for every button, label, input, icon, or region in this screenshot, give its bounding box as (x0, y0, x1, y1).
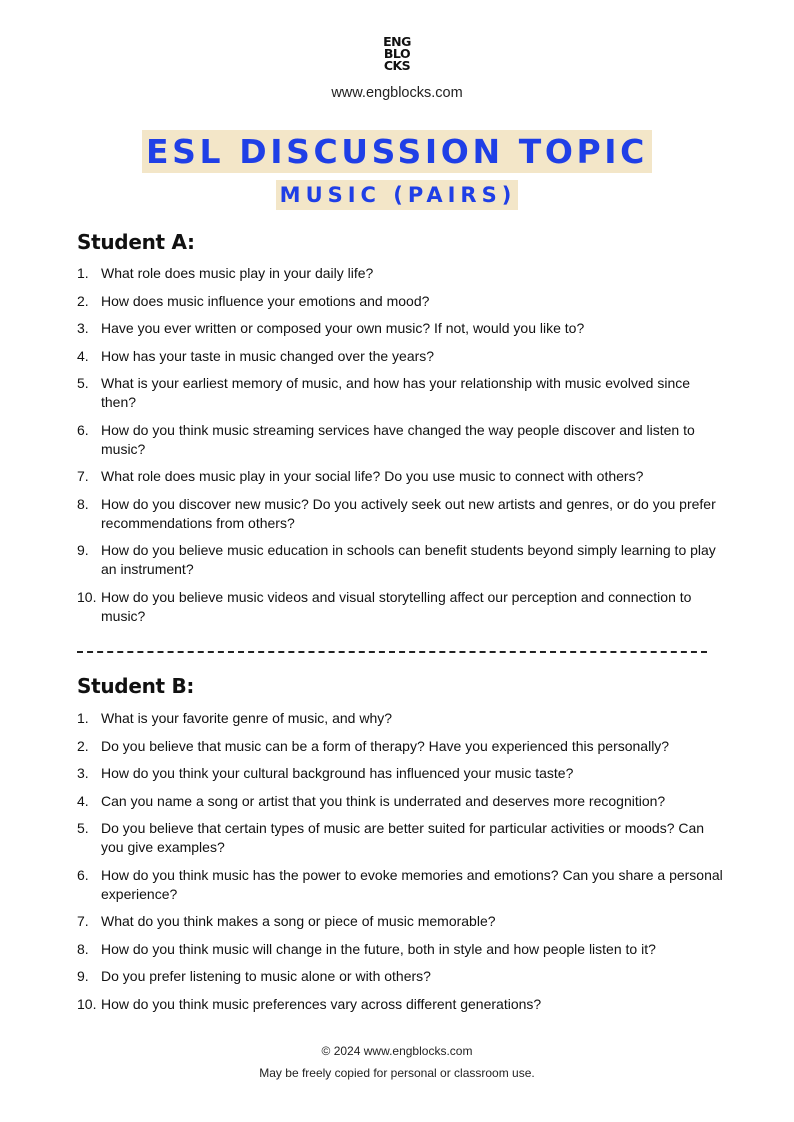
question-text: Do you believe that music can be a form of therapy? Have you experienced this personally? (101, 737, 670, 754)
engblocks-logo (0, 36, 794, 72)
student-b-question-list (77, 709, 727, 1022)
question-number: 6. (77, 866, 89, 883)
question-text: How do you think music streaming services have changed the way people discover and listen to music? (101, 421, 695, 457)
question-number: 1. (77, 710, 89, 726)
question-number: 9. (77, 542, 89, 558)
page-subtitle: MUSIC (PAIRS) (276, 180, 519, 210)
question-number: 2. (77, 292, 89, 309)
question-text: What is your favorite genre of music, and why? (101, 710, 393, 726)
subtitle-block (0, 180, 794, 210)
logo-line-3: CKS (383, 58, 411, 73)
question-text: How has your taste in music changed over the years? (101, 347, 435, 364)
question-number: 7. (77, 468, 89, 484)
question-item (77, 541, 727, 579)
question-item (77, 467, 727, 486)
question-text: What is your earliest memory of music, and how has your relationship with music evolved since then? (101, 375, 691, 410)
question-number: 1. (77, 265, 89, 281)
question-item (77, 912, 727, 931)
section-divider (77, 651, 707, 653)
question-number: 8. (77, 940, 89, 957)
question-text: How do you think music will change in the future, both in style and how people listen to it? (101, 940, 656, 957)
question-text: Can you name a song or artist that you think is underrated and deserves more recognition? (101, 792, 666, 809)
question-item (77, 264, 727, 283)
question-item (77, 374, 727, 412)
question-item (77, 764, 727, 783)
question-item (77, 495, 727, 533)
question-number: 10. (77, 588, 97, 605)
logo-line-1: ENG (383, 34, 411, 49)
question-text: Do you prefer listening to music alone or with others? (101, 968, 431, 984)
footer-copyright: © 2024 www.engblocks.com (321, 1044, 473, 1058)
question-number: 7. (77, 913, 89, 929)
student-b-heading: Student B: (77, 674, 195, 698)
question-text: What do you think makes a song or piece of music memorable? (101, 913, 496, 929)
question-text: What role does music play in your daily life? (101, 265, 374, 281)
question-number: 5. (77, 820, 89, 836)
question-text: How do you think music preferences vary across different generations? (101, 995, 542, 1012)
question-item (77, 347, 727, 366)
question-text: Do you believe that certain types of music are better suited for particular activities or moods? Can you give examples? (101, 820, 705, 855)
question-item (77, 319, 727, 338)
question-item (77, 588, 727, 626)
question-item (77, 792, 727, 811)
question-number: 4. (77, 792, 89, 809)
question-text: Have you ever written or composed your own music? If not, would you like to? (101, 320, 585, 336)
question-number: 9. (77, 968, 89, 984)
question-number: 2. (77, 737, 89, 754)
footer-license: May be freely copied for personal or classroom use. (259, 1066, 535, 1080)
question-number: 10. (77, 995, 97, 1012)
site-url: www.engblocks.com (331, 85, 463, 101)
question-item (77, 940, 727, 959)
question-text: How do you think music has the power to evoke memories and emotions? Can you share a personal experience? (101, 866, 723, 902)
student-a-question-list (77, 264, 727, 634)
question-item (77, 995, 727, 1014)
page-title: ESL DISCUSSION TOPIC (142, 130, 652, 173)
question-number: 6. (77, 421, 89, 438)
question-text: How do you think your cultural background has influenced your music taste? (101, 765, 574, 781)
question-item (77, 709, 727, 728)
question-item (77, 866, 727, 904)
question-number: 3. (77, 320, 89, 336)
question-text: How do you believe music education in schools can benefit students beyond simply learning to play an instrument? (101, 542, 716, 577)
question-item (77, 967, 727, 986)
question-text: What role does music play in your social life? Do you use music to connect with others? (101, 468, 644, 484)
question-text: How does music influence your emotions and mood? (101, 292, 430, 309)
question-number: 3. (77, 765, 89, 781)
question-item (77, 421, 727, 459)
logo-line-2: BLO (383, 46, 411, 61)
question-item (77, 737, 727, 756)
question-item (77, 819, 727, 857)
question-number: 5. (77, 375, 89, 391)
question-item (77, 292, 727, 311)
question-text: How do you believe music videos and visual storytelling affect our perception and connection to music? (101, 588, 692, 624)
question-text: How do you discover new music? Do you actively seek out new artists and genres, or do you prefer recommendations from others? (101, 495, 716, 531)
question-number: 8. (77, 495, 89, 512)
question-number: 4. (77, 347, 89, 364)
title-block (0, 130, 794, 173)
student-a-heading: Student A: (77, 230, 195, 254)
